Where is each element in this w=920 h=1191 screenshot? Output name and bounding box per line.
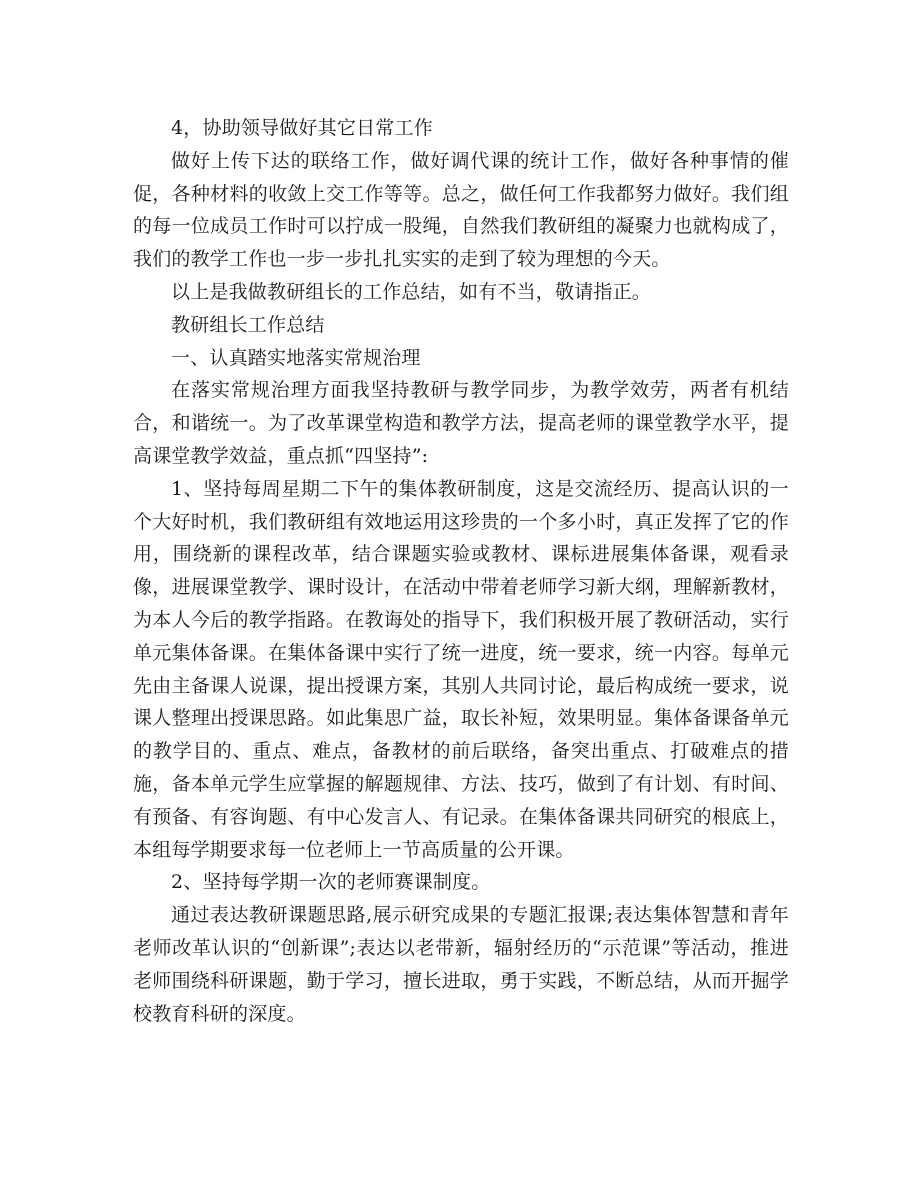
section-heading-routine-management: 一、认真踏实地落实常规治理 — [171, 346, 421, 369]
section-heading-lesson-contest: 2、坚持每学期一次的老师赛课制度。 — [171, 871, 491, 894]
document-body — [133, 112, 789, 1030]
paragraph-closing-remark: 以上是我做教研组长的工作总结，如有不当，敬请指正。 — [171, 280, 652, 303]
document-title: 教研组长工作总结 — [171, 313, 325, 336]
paragraph-lesson-contest: 通过表达教研课题思路,展示研究成果的专题汇报课;表达集体智慧和青年老师改革认识的“创新课”;表达以老带新，辐射经历的“示范课”等活动，推进老师围绕科研课题，勤于学习，擅长进取，勇于实践，不断总结，从而开掘学校教育科研的深度。 — [133, 904, 789, 1025]
paragraph-routine-management: 在落实常规治理方面我坚持教研与教学同步，为教学效劳，两者有机结合，和谐统一。为了改革课堂构造和教学方法，提高老师的课堂教学水平，提高课堂教学效益，重点抓“四坚持”: — [133, 379, 789, 467]
paragraph-weekly-research: 1、坚持每周星期二下午的集体教研制度，这是交流经历、提高认识的一个大好时机，我们教研组有效地运用这珍贵的一个多小时，真正发挥了它的作用，围绕新的课程改革，结合课题实验或教材、课标进展集体备课，观看录像，进展课堂教学、课时设计，在活动中带着老师学习新大纲，理解新教材，为本人今后的教学指路。在教诲处的指导下，我们积极开展了教研活动，实行单元集体备课。在集体备课中实行了统一进度，统一要求，统一内容。每单元先由主备课人说课，提出授课方案，其别人共同讨论，最后构成统一要求，说课人整理出授课思路。如此集思广益，取长补短，效果明显。集体备课备单元的教学目的、重点、难点，备教材的前后联络，备突出重点、打破难点的措施，备本单元学生应掌握的解题规律、方法、技巧，做到了有计划、有时间、有预备、有容询题、有中心发言人、有记录。在集体备课共同研究的根底上，本组每学期要求每一位老师上一节高质量的公开课。 — [133, 477, 789, 861]
section-heading-assist-leaders: 4，协助领导做好其它日常工作 — [171, 117, 433, 139]
paragraph-liaison-work: 做好上传下达的联络工作，做好调代课的统计工作，做好各种事情的催促，各种材料的收敛上交工作等等。总之，做任何工作我都努力做好。我们组的每一位成员工作时可以拧成一股绳，自然我们教研组的凝聚力也就构成了，我们的教学工作也一步一步扎扎实实的走到了较为理想的今天。 — [133, 149, 789, 271]
